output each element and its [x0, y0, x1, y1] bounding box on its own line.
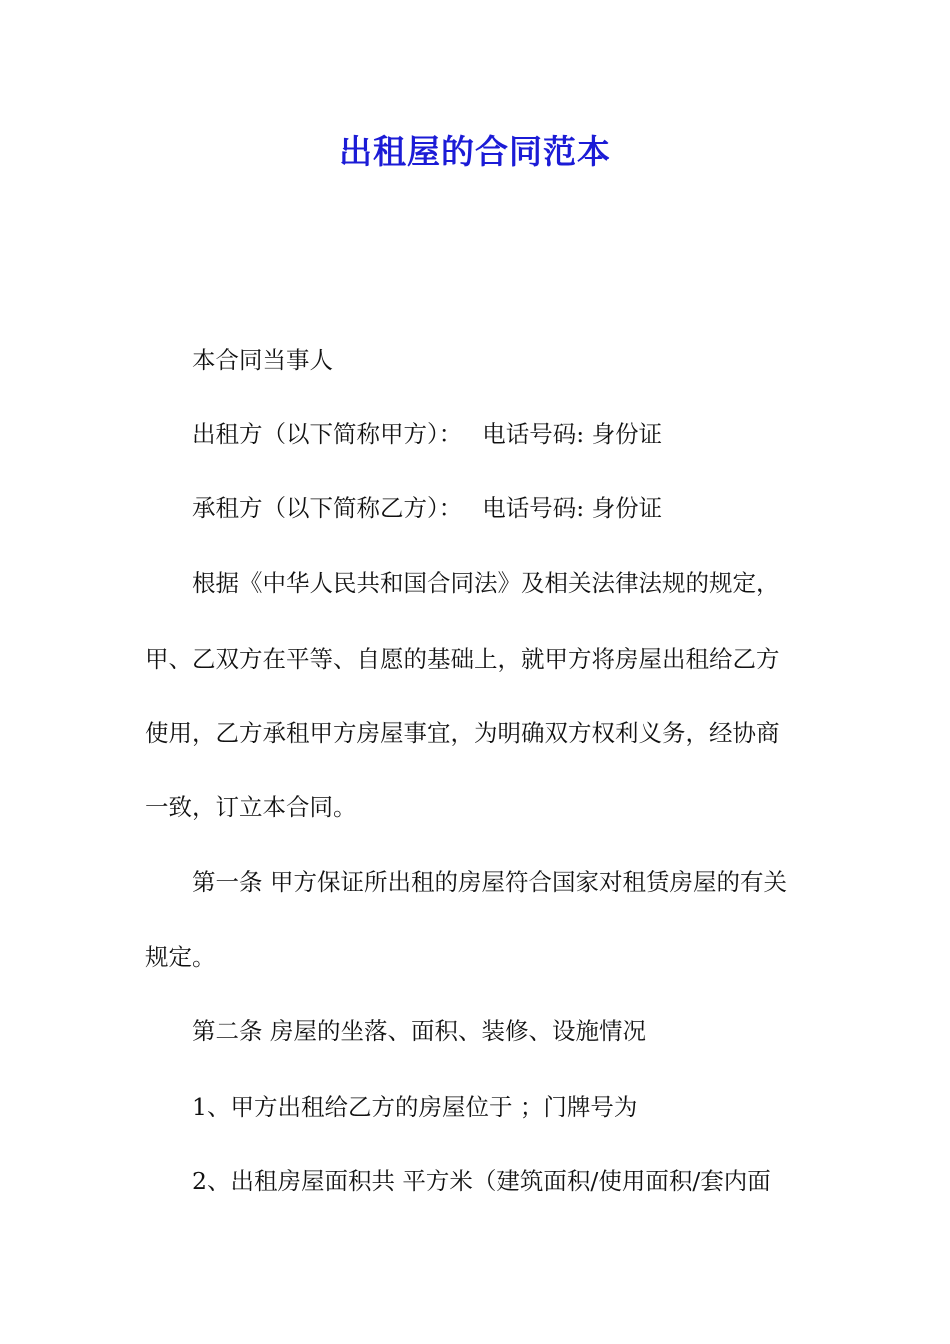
article-2-item-2: 2、出租房屋面积共 平方米（建筑面积/使用面积/套内面	[192, 1167, 771, 1195]
article-2-heading: 第二条 房屋的坐落、面积、装修、设施情况	[192, 1017, 646, 1045]
document-title: 出租屋的合同范本	[339, 132, 611, 171]
lessor-label: 出租方（以下简称甲方）：	[192, 420, 463, 448]
lessee-contact: 电话号码: 身份证	[482, 494, 663, 522]
preamble-line-1: 根据《中华人民共和国合同法》及相关法律法规的规定，	[192, 569, 780, 597]
lessee-line	[192, 490, 662, 526]
parties-heading: 本合同当事人	[192, 346, 333, 374]
lessee-label: 承租方（以下简称乙方）：	[192, 494, 463, 522]
article-2-item-1: 1、甲方出租给乙方的房屋位于 ；门牌号为	[192, 1093, 638, 1121]
lessor-contact: 电话号码: 身份证	[482, 420, 663, 448]
lessor-line	[192, 416, 662, 452]
preamble-line-2: 甲、乙双方在平等、自愿的基础上，就甲方将房屋出租给乙方	[145, 645, 780, 673]
preamble-line-4: 一致，订立本合同。	[145, 793, 357, 821]
article-1-line-1: 第一条 甲方保证所出租的房屋符合国家对租赁房屋的有关	[192, 868, 787, 896]
preamble-line-3: 使用，乙方承租甲方房屋事宜，为明确双方权利义务，经协商	[145, 719, 780, 747]
article-1-line-2: 规定。	[145, 943, 216, 971]
